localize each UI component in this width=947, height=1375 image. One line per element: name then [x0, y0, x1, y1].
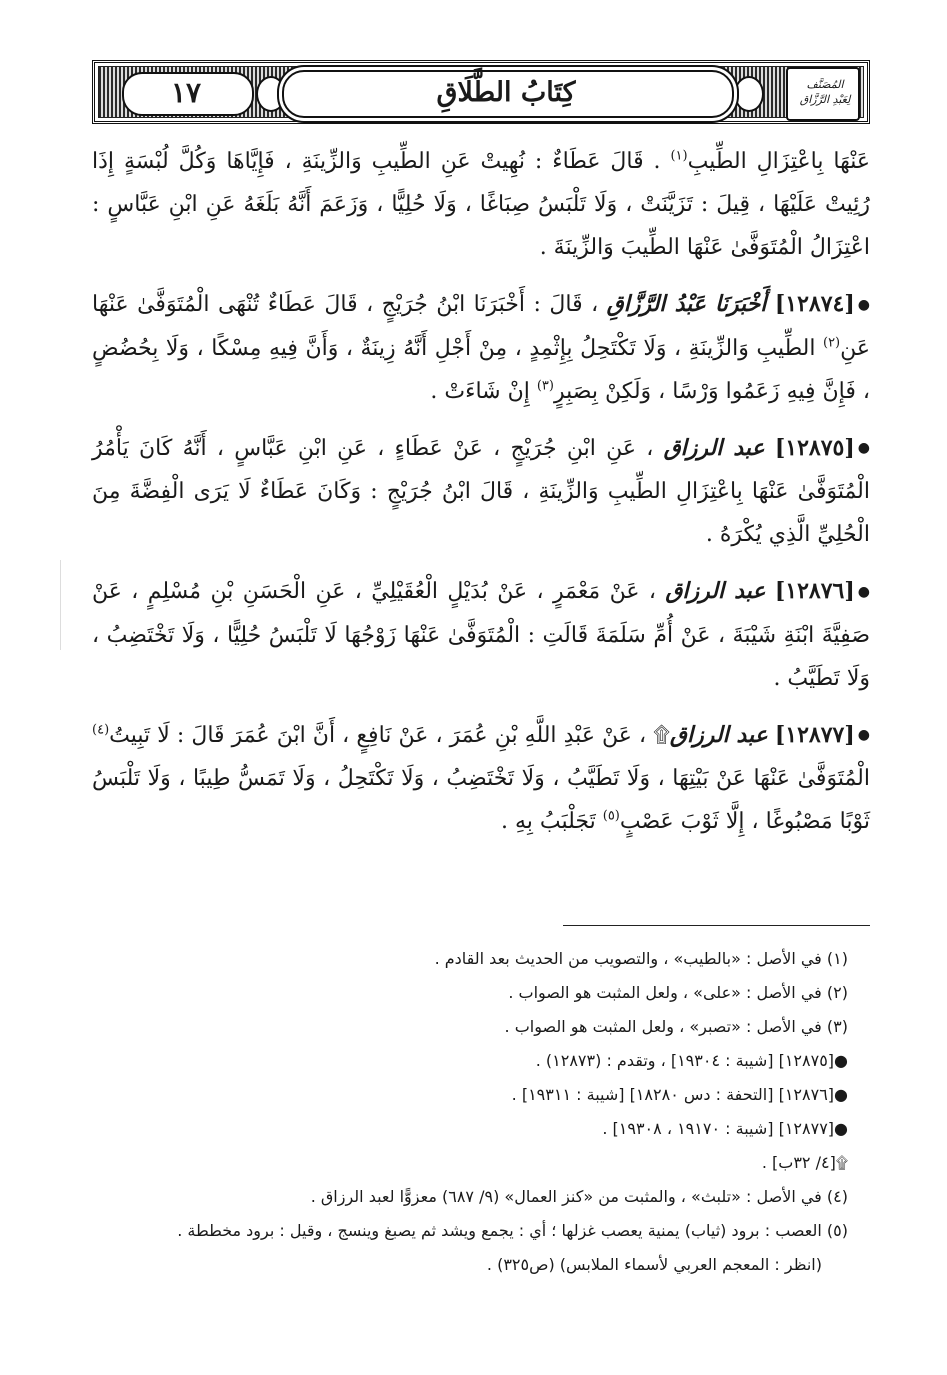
paragraph-continuation [92, 140, 870, 269]
footnote: ●[١٢٨٧٧] [شيبة : ١٩١٧٠ ، ١٩٣٠٨] . [602, 1119, 848, 1138]
hadith-number: [١٢٨٧٧] [774, 721, 855, 748]
bullet-icon: ● [857, 727, 870, 743]
narrator: عبد الرزاق [663, 434, 765, 461]
footnote: (٢) في الأصل : «على» ، ولعل المثبت هو الصواب . [508, 983, 848, 1002]
folio-mark-icon: ۩ [653, 722, 670, 748]
footnote-ref: (١) [670, 148, 688, 164]
footnote-continuation: (انظر : المعجم العربي لأسماء الملابس) (ص٣٢٥) . [486, 1255, 822, 1274]
hadith-number: [١٢٨٧٤] [774, 291, 855, 317]
text: الطِّيبِ وَالزِّينَةِ ، وَلَا تَكْتَحِلُ بِإِثْمِدٍ ، مِنْ أَجْلِ أَنَّهُ زِينَةٌ ، وَأَنَّ فِيهِ مِسْكًا ، وَلَا بِحُضُضٍ ، فَإِنَّ فِيهِ زَعَمُوا وَرْسًا ، وَلَكِنْ بِصَبِرٍ [92, 335, 870, 404]
footnote: ●[١٢٨٧٥] [شيبة : ١٩٣٠٤] ، وتقدم : (١٢٨٧٣) . [535, 1051, 848, 1070]
text: ، قَالَ : أَخْبَرَنَا ابْنُ جُرَيْجٍ ، قَالَ عَطَاءٌ تُنْهَى الْمُتَوَفَّىٰ عَنْهَا عَنِ [92, 292, 870, 361]
bullet-icon: ● [857, 440, 870, 456]
chapter-title: كِتَابُ الطَّلَاقِ [436, 76, 576, 108]
footnote: (٣) في الأصل : «تصبر» ، ولعل المثبت هو الصواب . [504, 1017, 848, 1036]
footnote: (٥) العصب : برود (ثياب) يمنية يعصب غزلها ؛ أي : يجمع ويشد ثم يصبغ وينسج ، وقيل : برود مخططة . [177, 1221, 848, 1240]
footnote: (٤) في الأصل : «تلبث» ، والمثبت من «كنز العمال» (٩/ ٦٨٧) معزوًّا لعبد الرزاق . [310, 1187, 848, 1206]
narrator: أَخْبَرَنَا عَبْدُ الرَّزَّاقِ [606, 291, 767, 317]
text: ، عَنْ عَبْدِ اللَّهِ بْنِ عُمَرَ ، عَنْ نَافِعٍ ، أَنَّ ابْنَ عُمَرَ قَالَ : لَا تَبِيتُ [109, 722, 654, 748]
logo-line-2: لِعَبْدِ الرَّزَّاق [799, 93, 851, 106]
narrator: عبد الرزاق [665, 578, 766, 604]
logo-line-1: المُصَنَّف [806, 78, 844, 91]
hadith-12875 [92, 427, 870, 557]
bullet-icon: ● [857, 296, 870, 313]
page-number: ١٧ [170, 75, 202, 109]
footnote: ●[١٢٨٧٦] [التحفة : دس ١٨٢٨٠] [شيبة : ١٩٣١١] . [511, 1085, 848, 1104]
bullet-icon: ● [857, 583, 870, 600]
text: تَجَلْبَبُ بِهِ . [500, 809, 603, 834]
book-logo-text [790, 67, 860, 117]
text: ، عَنِ ابْنِ جُرَيْجٍ ، عَنْ عَطَاءٍ ، عَنِ ابْنِ عَبَّاسٍ ، أَنَّهُ كَانَ يَأْمُرُ الْمُتَوَفَّىٰ عَنْهَا بِاعْتِزَالِ الطِّيبِ وَالزِّينَةِ ، قَالَ ابْنُ جُرَيْجٍ : وَكَانَ عَطَاءٌ لَا يَرَى الْفِضَّةَ مِنَ الْحُلِيِّ الَّذِي يُكْرَهُ . [92, 435, 870, 547]
footnote-ref: (٣) [536, 378, 554, 394]
hadith-12874 [92, 283, 870, 413]
text: الْمُتَوَفَّىٰ عَنْهَا عَنْ بَيْتِهَا ، وَلَا تَطَيَّبُ ، وَلَا تَخْتَضِبُ ، وَلَا تَكْتَحِلُ ، وَلَا تَمَسُّ طِيبًا ، وَلَا تَلْبَسُ ثَوْبًا مَصْبُوغًا ، إِلَّا ثَوْبَ عَصْبٍ [92, 766, 870, 834]
footnote: ۩[٤/ ٣٢ب] . [761, 1153, 848, 1172]
footnote: (١) في الأصل : «بالطيب» ، والتصويب من الحديث بعد القادم . [434, 949, 848, 968]
text: ، عَنْ مَعْمَرٍ ، عَنْ بُدَيْلٍ الْعُقَيْلِيِّ ، عَنِ الْحَسَنِ بْنِ مُسْلِمٍ ، عَنْ صَفِيَّةَ ابْنَةِ شَيْبَةَ ، عَنْ أُمِّ سَلَمَةَ قَالَتِ : الْمُتَوَفَّىٰ عَنْهَا زَوْجُهَا لَا تَلْبَسُ حُلِيًّا ، وَلَا تَخْتَضِبُ ، وَلَا تَطَيَّبُ . [92, 579, 870, 691]
ornament-icon [734, 76, 764, 112]
main-text [92, 140, 870, 857]
text: عَنْهَا بِاعْتِزَالِ الطِّيبِ [687, 149, 870, 174]
hadith-12876 [92, 570, 870, 700]
footnote-separator [563, 925, 870, 926]
footnotes [92, 942, 870, 1282]
footnote-ref: (٥) [602, 808, 620, 824]
footnote-ref: (٢) [822, 335, 841, 351]
narrator: عبد الرزاق [669, 721, 768, 748]
footnote-ref: (٤) [92, 722, 110, 738]
page-header [92, 60, 870, 124]
hadith-number: [١٢٨٧٦] [774, 578, 855, 604]
text: . قَالَ عَطَاءٌ : نُهِيتْ عَنِ الطِّيبِ وَالزِّينَةِ ، فَإِيَّاهَا وَكُلَّ لُبْسَةٍ إِذَا رُئِيتْ عَلَيْهَا ، قِيلَ : تَزَيَّنَتْ ، وَلَا تَلْبَسُ صِبَاغًا ، وَلَا حُلِيًّا ، وَزَعَمَ أَنَّهُ بَلَغَهُ عَنِ ابْنِ عَبَّاسٍ : اعْتِزَالُ الْمُتَوَفَّىٰ عَنْهَا الطِّيبَ وَالزِّينَةَ . [92, 149, 870, 260]
hadith-number: [١٢٨٧٥] [774, 434, 855, 461]
hadith-12877 [92, 714, 870, 844]
scan-mark [60, 560, 61, 650]
text: إِنْ شَاءَتْ . [430, 378, 537, 404]
